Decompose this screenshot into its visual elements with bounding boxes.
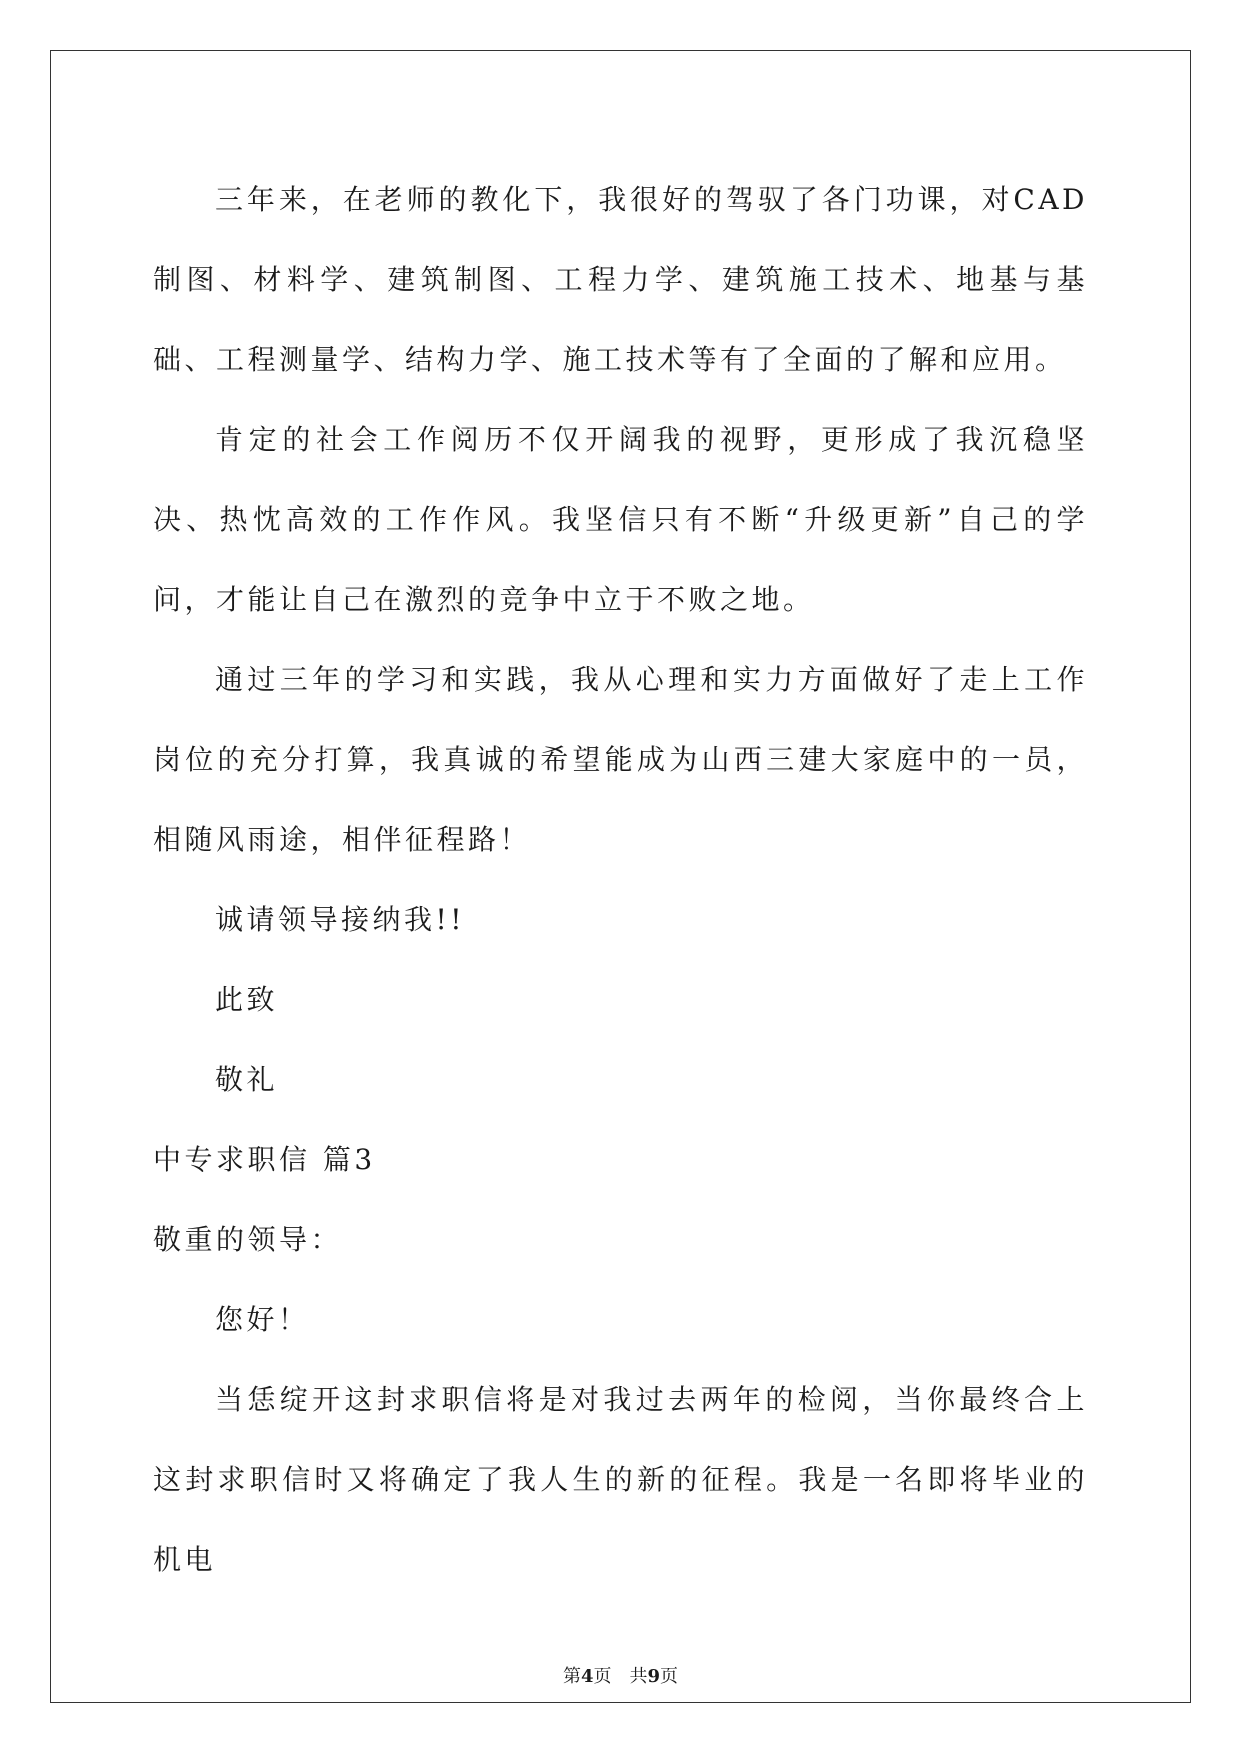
paragraph-request: 诚请领导接纳我!! <box>215 903 466 936</box>
paragraph-courses: 三年来，在老师的教化下，我很好的驾驭了各门功课，对CAD制图、材料学、建筑制图、工程力学、建筑施工技术、地基与基础、工程测量学、结构力学、施工技术等有了全面的了解和应用。 <box>153 183 1088 376</box>
greeting: 您好！ <box>215 1303 310 1336</box>
section-heading: 中专求职信 篇3 <box>153 1143 376 1176</box>
page-footer <box>0 1662 1241 1688</box>
footer-suffix: 页 <box>660 1666 679 1687</box>
current-page-number: 4 <box>580 1666 594 1687</box>
footer-mid: 页 共 <box>593 1666 648 1687</box>
total-page-number: 9 <box>647 1666 661 1687</box>
closing-jingli: 敬礼 <box>215 1063 279 1096</box>
paragraph-experience: 肯定的社会工作阅历不仅开阔我的视野，更形成了我沉稳坚决、热忱高效的工作作风。我坚信只有不断“升级更新”自己的学问，才能让自己在激烈的竞争中立于不败之地。 <box>153 423 1088 616</box>
closing-cizhi: 此致 <box>215 983 279 1016</box>
salutation: 敬重的领导： <box>153 1223 343 1256</box>
paragraph-readiness: 通过三年的学习和实践，我从心理和实力方面做好了走上工作岗位的充分打算，我真诚的希望能成为山西三建大家庭中的一员，相随风雨途，相伴征程路！ <box>153 663 1088 856</box>
document-body <box>153 160 1088 1600</box>
footer-prefix: 第 <box>562 1666 581 1687</box>
paragraph-opening: 当恁绽开这封求职信将是对我过去两年的检阅，当你最终合上这封求职信时又将确定了我人生的新的征程。我是一名即将毕业的机电 <box>153 1383 1088 1576</box>
